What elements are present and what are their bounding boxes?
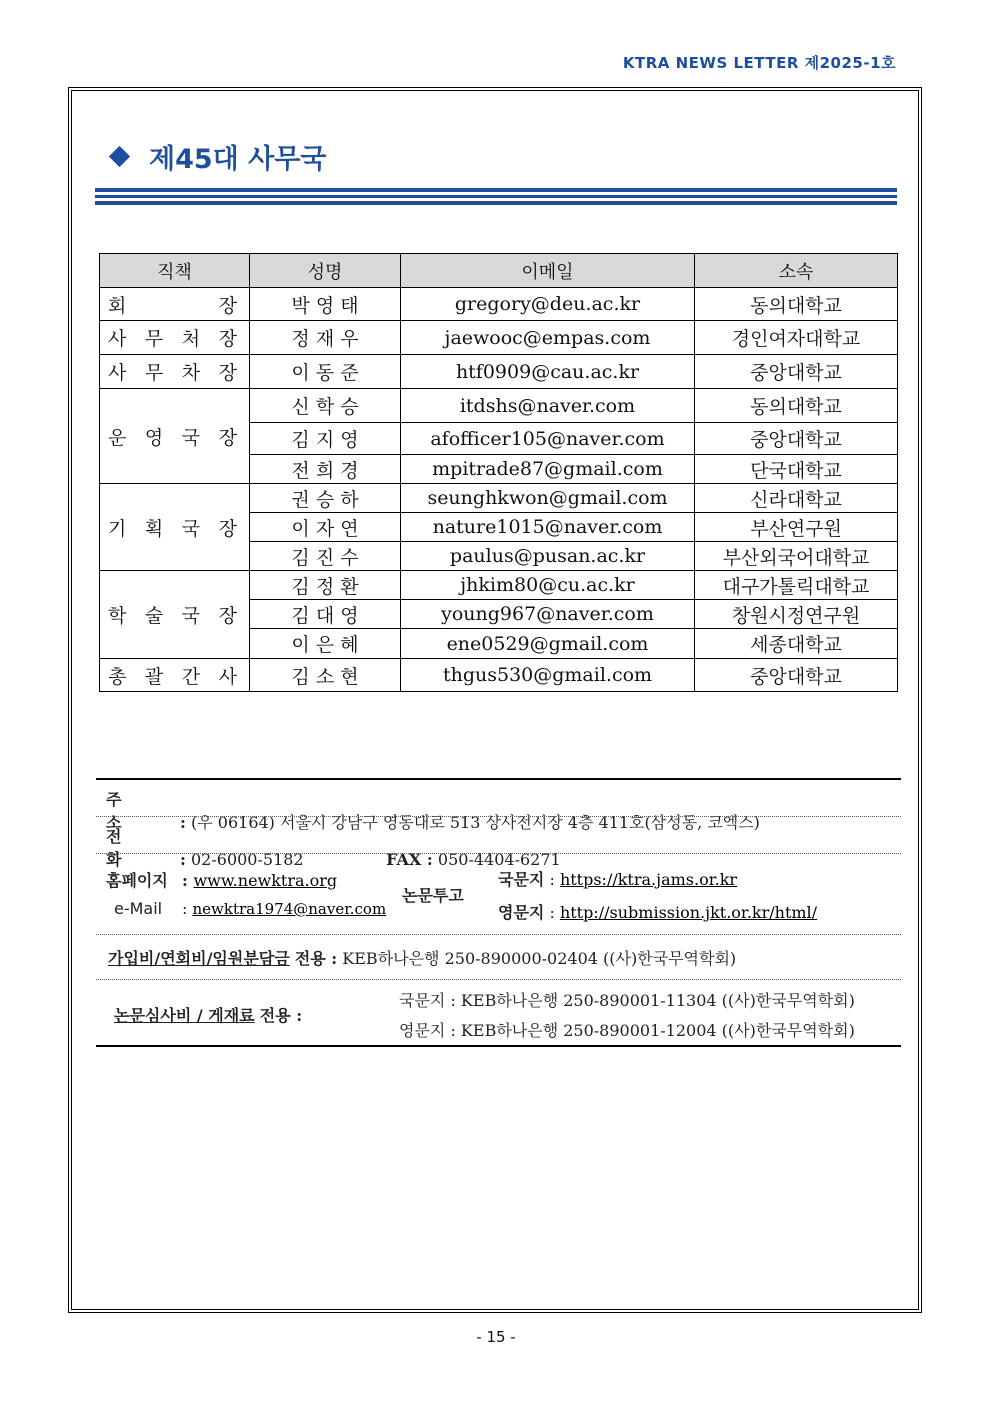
role-cell — [100, 288, 250, 321]
contact-bottom-rule — [96, 1045, 901, 1047]
role-char: 사 — [108, 362, 131, 384]
email-cell: itdshs@naver.com — [401, 389, 695, 423]
korean-journal-line — [498, 867, 898, 890]
role-char: 기 — [108, 517, 131, 540]
page-number: - 15 - — [476, 1328, 516, 1346]
role-char: 처 — [181, 328, 205, 350]
name-cell: 김 지 영 — [250, 423, 401, 455]
colon: : — [421, 850, 433, 869]
address-value: (우 06164) 서울시 강남구 영동대로 513 상사전시장 4층 411호(삼성동, 코엑스) — [191, 813, 760, 832]
colon: : — [544, 903, 560, 922]
homepage-label: 홈페이지 — [106, 871, 168, 890]
role-label — [100, 324, 249, 351]
role-char: 총 — [108, 665, 131, 688]
role-cell — [100, 484, 250, 571]
address-label: 주 소 — [106, 790, 150, 832]
fax-value: 050-4404-6271 — [437, 850, 561, 869]
email-cell: ene0529@gmail.com — [401, 629, 695, 659]
name-cell: 김 진 수 — [250, 542, 401, 571]
review-english-account: 영문지 : KEB하나은행 250-890001-12004 ((사)한국무역학회) — [399, 1021, 855, 1040]
homepage-link[interactable]: www.newktra.org — [193, 871, 338, 890]
role-label — [100, 291, 249, 318]
email-cell: afofficer105@naver.com — [401, 423, 695, 455]
table-row — [100, 571, 898, 600]
role-char: 장 — [218, 328, 241, 350]
title-rule — [95, 195, 897, 198]
name-cell: 김 대 영 — [250, 600, 401, 629]
role-char: 장 — [218, 605, 241, 627]
review-korean-account: 국문지 : KEB하나은행 250-890001-11304 ((사)한국무역학회) — [399, 991, 855, 1010]
diamond-bullet-icon — [109, 145, 130, 166]
email-link[interactable]: newktra1974@naver.com — [192, 900, 387, 918]
name-cell: 권 승 하 — [250, 484, 401, 513]
name-cell: 김 소 현 — [250, 659, 401, 692]
divider — [96, 853, 901, 854]
email-cell: young967@naver.com — [401, 600, 695, 629]
staff-table — [99, 253, 898, 692]
divider — [96, 816, 901, 817]
role-label — [100, 423, 249, 450]
table-row — [100, 288, 898, 321]
table-row — [100, 355, 898, 389]
affiliation-cell: 중앙대학교 — [695, 423, 898, 455]
affiliation-cell: 대구가톨릭대학교 — [695, 571, 898, 600]
newsletter-header: KTRA NEWS LETTER 제2025-1호 — [622, 54, 896, 72]
role-char: 장 — [218, 517, 241, 540]
name-cell: 정 재 우 — [250, 321, 401, 355]
title-rule — [95, 201, 897, 205]
name-cell: 전 희 경 — [250, 455, 401, 484]
role-char: 무 — [144, 362, 168, 384]
phone-label: 전 화 — [106, 827, 150, 869]
name-cell: 이 자 연 — [250, 513, 401, 542]
column-header-affiliation: 소속 — [695, 254, 898, 288]
role-char: 학 — [108, 605, 131, 627]
email-cell: seunghkwon@gmail.com — [401, 484, 695, 513]
table-header-row — [100, 254, 898, 288]
section-title — [108, 134, 326, 178]
name-cell: 신 학 승 — [250, 389, 401, 423]
column-header-role: 직책 — [100, 254, 250, 288]
divider — [96, 979, 901, 980]
affiliation-cell: 경인여자대학교 — [695, 321, 898, 355]
column-header-email: 이메일 — [401, 254, 695, 288]
affiliation-cell: 동의대학교 — [695, 288, 898, 321]
role-label — [100, 358, 249, 385]
table-row — [100, 659, 898, 692]
email-cell: jhkim80@cu.ac.kr — [401, 571, 695, 600]
korean-journal-label: 국문지 — [498, 870, 545, 889]
role-char: 국 — [181, 605, 205, 627]
role-char: 사 — [218, 665, 241, 688]
colon: : — [182, 871, 194, 890]
affiliation-cell: 세종대학교 — [695, 629, 898, 659]
role-char: 국 — [181, 517, 205, 540]
fees-suffix: 전용 : — [294, 949, 338, 968]
colon: : — [180, 813, 186, 832]
role-char: 국 — [181, 426, 205, 449]
phone-line — [106, 824, 911, 870]
review-label: 논문심사비 / 게재료 — [114, 1006, 255, 1025]
role-char: 회 — [108, 294, 131, 317]
role-char: 술 — [144, 605, 168, 627]
colon: : — [544, 870, 560, 889]
affiliation-cell: 중앙대학교 — [695, 355, 898, 389]
role-char: 획 — [144, 517, 168, 540]
column-header-name: 성명 — [250, 254, 401, 288]
email-cell: thgus530@gmail.com — [401, 659, 695, 692]
name-cell: 이 동 준 — [250, 355, 401, 389]
email-cell: mpitrade87@gmail.com — [401, 455, 695, 484]
role-label — [100, 601, 249, 628]
phone-value: 02-6000-5182 — [191, 850, 304, 869]
email-cell: paulus@pusan.ac.kr — [401, 542, 695, 571]
role-char: 간 — [181, 665, 205, 688]
affiliation-cell: 신라대학교 — [695, 484, 898, 513]
name-cell: 박 영 태 — [250, 288, 401, 321]
role-char: 장 — [218, 426, 241, 449]
role-cell — [100, 571, 250, 659]
affiliation-cell: 동의대학교 — [695, 389, 898, 423]
role-char: 괄 — [144, 665, 168, 688]
affiliation-cell: 단국대학교 — [695, 455, 898, 484]
email-label: e-Mail — [114, 899, 163, 918]
affiliation-cell: 중앙대학교 — [695, 659, 898, 692]
email-cell: htf0909@cau.ac.kr — [401, 355, 695, 389]
role-char: 운 — [108, 426, 131, 449]
role-char: 무 — [144, 328, 168, 350]
title-rule — [95, 188, 897, 192]
english-journal-label: 영문지 — [498, 903, 545, 922]
role-char: 사 — [108, 328, 131, 350]
affiliation-cell: 창원시정연구원 — [695, 600, 898, 629]
role-char: 장 — [218, 362, 241, 384]
role-char: 영 — [144, 426, 168, 449]
table-row — [100, 321, 898, 355]
review-label-line — [114, 1003, 394, 1026]
affiliation-cell: 부산연구원 — [695, 513, 898, 542]
review-suffix: 전용 : — [259, 1006, 303, 1025]
role-cell — [100, 321, 250, 355]
fees-label: 가입비/연회비/임원분담금 — [108, 949, 290, 968]
role-char: 장 — [218, 294, 241, 317]
table-row — [100, 389, 898, 423]
submission-label: 논문투고 — [402, 886, 464, 905]
role-label — [100, 514, 249, 541]
email-cell: jaewooc@empas.com — [401, 321, 695, 355]
section-title-text: 제45대 사무국 — [149, 143, 327, 175]
affiliation-cell: 부산외국어대학교 — [695, 542, 898, 571]
fax-label: FAX — [386, 850, 422, 869]
fees-account: KEB하나은행 250-890000-02404 ((사)한국무역학회) — [342, 949, 737, 968]
colon: : — [180, 850, 186, 869]
role-cell — [100, 659, 250, 692]
english-journal-link[interactable]: http://submission.jkt.or.kr/html/ — [559, 903, 818, 922]
homepage-line — [106, 868, 406, 891]
contact-top-rule — [96, 778, 901, 780]
colon: : — [182, 899, 193, 918]
name-cell: 김 정 환 — [250, 571, 401, 600]
english-journal-line — [498, 900, 898, 923]
name-cell: 이 은 혜 — [250, 629, 401, 659]
email-cell: gregory@deu.ac.kr — [401, 288, 695, 321]
email-cell: nature1015@naver.com — [401, 513, 695, 542]
korean-journal-link[interactable]: https://ktra.jams.or.kr — [559, 870, 738, 889]
table-row — [100, 484, 898, 513]
divider — [96, 934, 901, 935]
email-line — [114, 899, 414, 918]
fees-line — [108, 946, 913, 969]
role-char: 차 — [181, 362, 205, 384]
role-label — [100, 662, 249, 689]
role-cell — [100, 355, 250, 389]
role-cell — [100, 389, 250, 484]
